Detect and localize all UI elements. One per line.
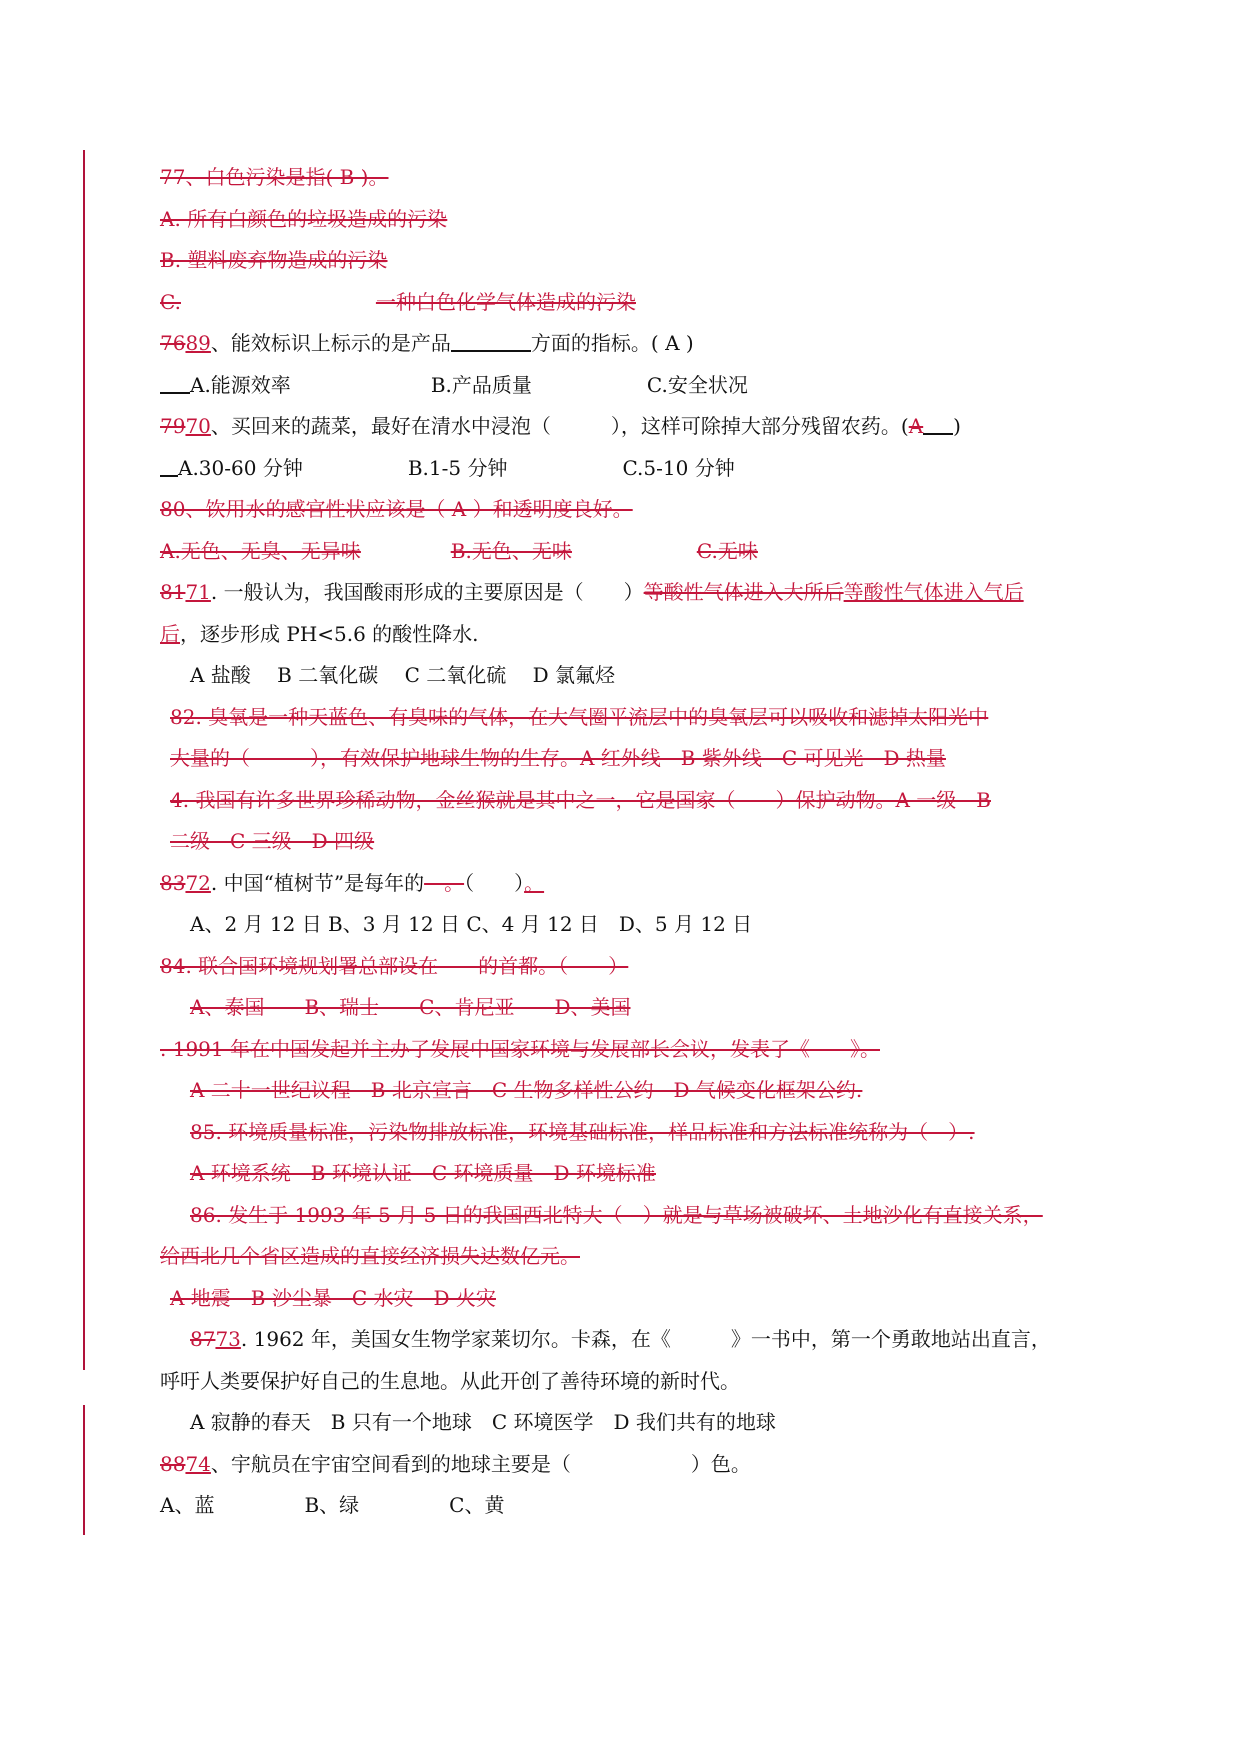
question-73-line2: 呼吁人类要保护好自己的生息地。从此开创了善待环境的新时代。 bbox=[160, 1368, 740, 1393]
revision-bar bbox=[83, 1405, 85, 1535]
question-77-option-a: A. 所有白颜色的垃圾造成的污染 bbox=[160, 206, 448, 231]
question-72-options: A、2 月 12 日 B、3 月 12 日 C、4 月 12 日 D、5 月 12 日 bbox=[190, 912, 753, 936]
question-86-line1: 86. 发生于 1993 年 5 月 5 日的我国西北特大（ ）就是与草场被破坏、土地沙化有直接关系， bbox=[190, 1202, 1043, 1227]
question-1991-options: A 二十一世纪议程 B 北京宣言 C 生物多样性公约 D 气候变化框架公约. bbox=[190, 1078, 863, 1102]
question-69: 7689、能效标识上标示的是产品 方面的指标。( A ) bbox=[160, 331, 694, 355]
question-71-line2: 后，逐步形成 PH<5.6 的酸性降水. bbox=[160, 621, 479, 646]
question-4-line1: 4. 我国有许多世界珍稀动物，金丝猴就是其中之一，它是国家（ ）保护动物。A 一级 B bbox=[170, 787, 991, 812]
question-73: 8773. 1962 年，美国女生物学家莱切尔。卡森，在《 》一书中，第一个勇敢地站出直言， bbox=[190, 1327, 1051, 1351]
question-80-title: 80、饮用水的感官性状应该是（ A ）和透明度良好。 bbox=[160, 497, 633, 521]
question-77-option-b: B. 塑料废弃物造成的污染 bbox=[160, 248, 388, 272]
revision-bar bbox=[83, 150, 85, 1370]
question-82-line1: 82. 臭氧是一种天蓝色、有臭味的气体，在大气圈平流层中的臭氧层可以吸收和滤掉太阳光中 bbox=[170, 704, 989, 729]
question-4-line2: 二级 C 三级 D 四级 bbox=[170, 829, 375, 853]
question-84-options: A、泰国 B、瑞士 C、肯尼亚 D、美国 bbox=[190, 995, 631, 1019]
question-73-options: A 寂静的春天 B 只有一个地球 C 环境医学 D 我们共有的地球 bbox=[190, 1410, 776, 1434]
question-84-title: 84. 联合国环境规划署总部设在 的首都。（ ） bbox=[160, 953, 629, 978]
question-85-options: A 环境系统 B 环境认证 C 环境质量 D 环境标准 bbox=[190, 1161, 656, 1185]
answer-blank bbox=[923, 413, 953, 435]
question-1991-title: . 1991 年在中国发起并主办了发展中国家环境与发展部长会议，发表了《 》。 bbox=[160, 1036, 880, 1061]
question-77-option-c: C. 一种白色化学气体造成的污染 bbox=[160, 289, 636, 314]
question-77-title: 77、白色污染是指( B )。 bbox=[160, 165, 389, 189]
question-74-options: A、蓝 B、绿 C、黄 bbox=[160, 1493, 505, 1517]
question-71-options: A 盐酸 B 二氧化碳 C 二氧化硫 D 氯氟烃 bbox=[190, 663, 615, 687]
question-86-options: A 地震 B 沙尘暴 C 水灾 D 火灾 bbox=[170, 1285, 496, 1310]
document-body bbox=[160, 157, 1120, 1527]
question-85-title: 85. 环境质量标准，污染物排放标准，环境基础标准，样品标准和方法标准统称为（ ）. bbox=[190, 1119, 975, 1144]
question-82-line2: 大量的（ ），有效保护地球生物的生存。A 红外线 B 紫外线 C 可见光 D 热量 bbox=[170, 746, 946, 770]
answer-blank bbox=[451, 330, 531, 352]
question-70-options: A.30-60 分钟 B.1-5 分钟 C.5-10 分钟 bbox=[160, 448, 1120, 490]
question-69-options: A.能源效率 B.产品质量 C.安全状况 bbox=[160, 365, 1120, 407]
question-74: 8874、宇航员在宇宙空间看到的地球主要是（ ）色。 bbox=[160, 1451, 751, 1476]
question-70: 7970、买回来的蔬菜，最好在清水中浸泡（ ），这样可除掉大部分残留农药。(A ) bbox=[160, 414, 961, 438]
question-72: 8372. 中国“植树节”是每年的 。（ ）。 bbox=[160, 870, 545, 895]
question-71: 8171. 一般认为，我国酸雨形成的主要原因是（ ）等酸性气体进入大所后等酸性气体进入气后 bbox=[160, 580, 1024, 604]
question-86-line2: 给西北几个省区造成的直接经济损失达数亿元。 bbox=[160, 1244, 580, 1268]
answer-blank bbox=[160, 372, 190, 394]
question-80-options: A.无色、无臭、无异味 B.无色、无味 C.无味 bbox=[160, 538, 758, 563]
answer-blank bbox=[160, 455, 178, 477]
